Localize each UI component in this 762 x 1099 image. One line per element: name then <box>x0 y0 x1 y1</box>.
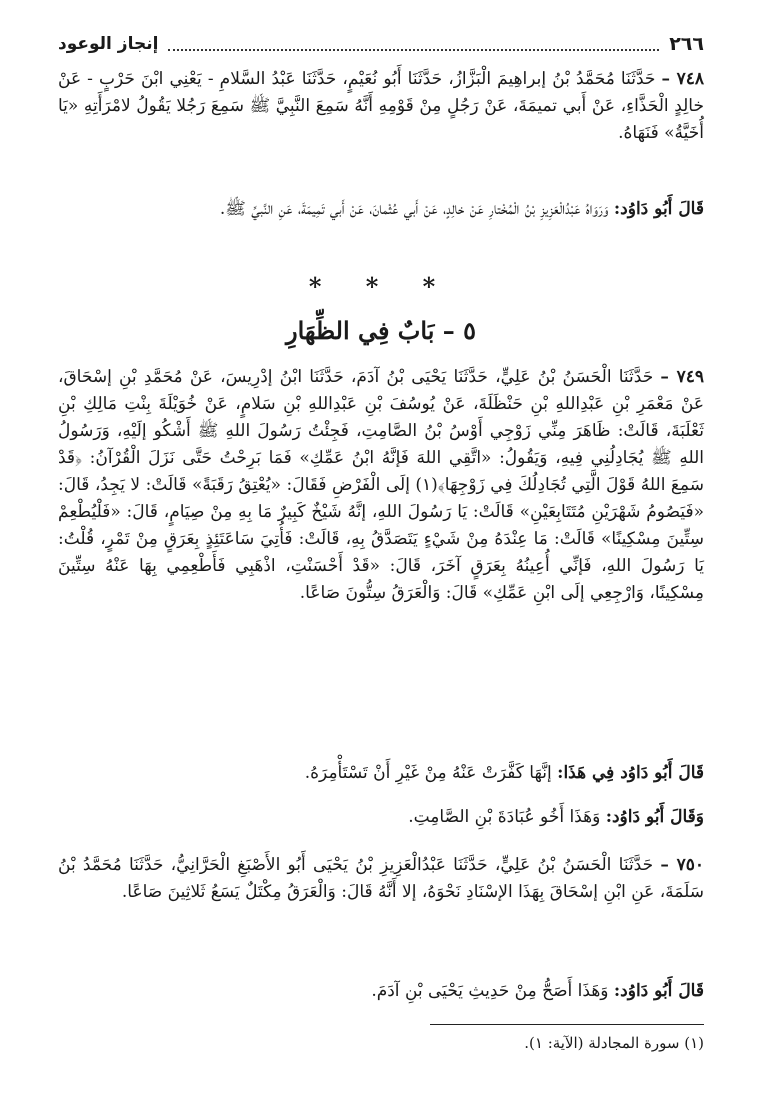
hadith-number: ٧٤٩ – <box>660 367 704 387</box>
abu-dawud-note-750 <box>58 978 704 1005</box>
page-number: ٢٦٦ <box>669 33 704 55</box>
hadith-750 <box>58 852 704 906</box>
hadith-text: حَدَّثَنَا مُحَمَّدُ بْنُ إبراهِيمَ الْبَزَّازُ، حَدَّثَنَا أَبُو نُعَيْمٍ، حَدَّثَنَا عَبْدُ السَّلامِ - يَعْنِي ابْنَ حَرْبٍ - عَنْ خالِدٍ الْحَذَّاءِ، عَنْ أَبي تميمَةَ، عَنْ رَجُلٍ مِنْ قَوْمِهِ أَنَّهُ سَمِعَ النَّبِيَّ ﷺ سَمِعَ رَجُلا يَقُولُ لامْرَأَتِهِ «يَا أُخَيَّةُ» فَنَهَاهُ. <box>58 69 704 143</box>
running-header <box>58 30 704 58</box>
hadith-number: ٧٥٠ – <box>660 855 705 875</box>
hadith-748 <box>58 66 704 147</box>
abu-dawud-note-748 <box>58 196 704 223</box>
note-speaker: قَالَ أَبُو دَاوُد فِي هَذَا: <box>557 763 704 783</box>
abu-dawud-note-749-b <box>58 804 704 831</box>
hadith-text: حَدَّثَنَا الْحَسَنُ بْنُ عَلِيٍّ، حَدَّثَنَا يَحْيَى بْنُ آدَمَ، حَدَّثَنَا ابْنُ إدْرِيسَ، عَنْ مُحَمَّدِ بْنِ إسْحَاقَ، عَنْ مَعْمَرِ بْنِ عَبْدِاللهِ بْنِ حَنْظَلَةَ، عَنْ يُوسُفَ بْنِ عَبْدِاللهِ بْنِ سَلامٍ، عَنْ خُوَيْلَةَ بِنْتِ مَالِكِ بْنِ ثَعْلَبَةَ، قَالَتْ: ظَاهَرَ مِنِّي زَوْجِي أَوْسُ بْنُ الصَّامِتِ، فَجِئْتُ رَسُولَ اللهِ ﷺ أَشْكُو إلَيْهِ، وَرَسُولُ اللهِ ﷺ يُجَادِلُنِي فِيهِ، وَيَقُولُ: «اتَّقِي اللهَ فَإنَّهُ ابْنُ عَمِّكِ» فَمَا بَرِحْتُ حَتَّى نَزَلَ الْقُرْآنُ: ﴿قَدْ سَمِعَ اللهُ قَوْلَ الَّتِي تُجَادِلُكَ فِي زَوْجِهَا﴾(١) إلَى الْفَرْضِ فَقَالَ: «يُعْتِقُ رَقَبَةً» قَالَتْ: لا يَجِدُ، قَالَ: «فَيَصُومُ شَهْرَيْنِ مُتَتَابِعَيْنِ» قَالَتْ: يَا رَسُولَ اللهِ، إنَّهُ شَيْخٌ كَبِيرٌ مَا بِهِ مِنْ صِيَامٍ، قَالَ: «فَلْيُطْعِمْ سِتِّينَ مِسْكِينًا» قَالَتْ: مَا عِنْدَهُ مِنْ شَيْءٍ يَتَصَدَّقُ بِهِ، قَالَتْ: فَأُتِيَ سَاعَتَئِذٍ بِعَرَقٍ مِنْ تَمْرٍ، قُلْتُ: يَا رَسُولَ اللهِ، فَإنِّي أُعِينُهُ بِعَرَقٍ آخَرَ، قَالَ: «قَدْ أَحْسَنْتِ، اذْهَبِي فَأَطْعِمِي بِهَا عَنْهُ سِتِّينَ مِسْكِينًا، وَارْجِعِي إلَى ابْنِ عَمِّكِ» قَالَ: وَالْعَرَقُ سِتُّونَ صَاعًا. <box>58 367 705 603</box>
header-dot-leader <box>168 37 659 51</box>
note-speaker: قَالَ أَبُو دَاوُد: <box>613 199 704 219</box>
footnote: (١) سورة المجادلة (الآية: ١). <box>524 1034 704 1052</box>
hadith-749 <box>58 364 704 607</box>
hadith-text: حَدَّثَنَا الْحَسَنُ بْنُ عَلِيٍّ، حَدَّثَنَا عَبْدُالْعَزِيزِ بْنُ يَحْيَى أَبُو الأَصْبَغِ الْحَرَّانِيُّ، حَدَّثَنَا مُحَمَّدُ بْنُ سَلَمَةَ، عَنِ ابْنِ إسْحَاقَ بِهَذَا الإسْنَادِ نَحْوَهُ، إلا أَنَّهُ قَالَ: وَالْعَرَقُ مِكْتَلٌ يَسَعُ ثَلاثِينَ صَاعًا. <box>58 855 704 902</box>
abu-dawud-note-749-a <box>58 760 704 787</box>
note-speaker: قَالَ أَبُو دَاوُد: <box>613 981 704 1001</box>
chapter-heading: ٥ – بَابٌ فِي الظِّهَارِ <box>285 316 476 345</box>
section-separator-stars: * * * <box>308 272 454 301</box>
note-speaker: وَقَالَ أَبُو دَاوُد: <box>605 807 704 827</box>
book-title: إنجاز الوعود <box>58 34 159 54</box>
note-text: إنَّهَا كَفَّرَتْ عَنْهُ مِنْ غَيْرِ أَنْ تَسْتَأْمِرَهُ. <box>304 763 552 783</box>
hadith-number: ٧٤٨ – <box>661 69 705 89</box>
note-text: وَرَوَاهُ عَبْدُالْعَزِيزِ بْنُ الْمُخْتارِ عَنْ خالِدٍ، عَنْ أَبي عُثْمانَ، عَنْ أَبي تَمِيمَةَ، عَنِ النَّبيِّ ﷺ. <box>219 199 609 219</box>
footnote-separator <box>430 1024 704 1025</box>
note-text: وَهَذَا أَصَحُّ مِنْ حَدِيثِ يَحْيَى بْنِ آدَمَ. <box>371 981 609 1001</box>
note-text: وَهَذَا أَخُو عُبَادَةَ بْنِ الصَّامِتِ. <box>408 807 601 827</box>
